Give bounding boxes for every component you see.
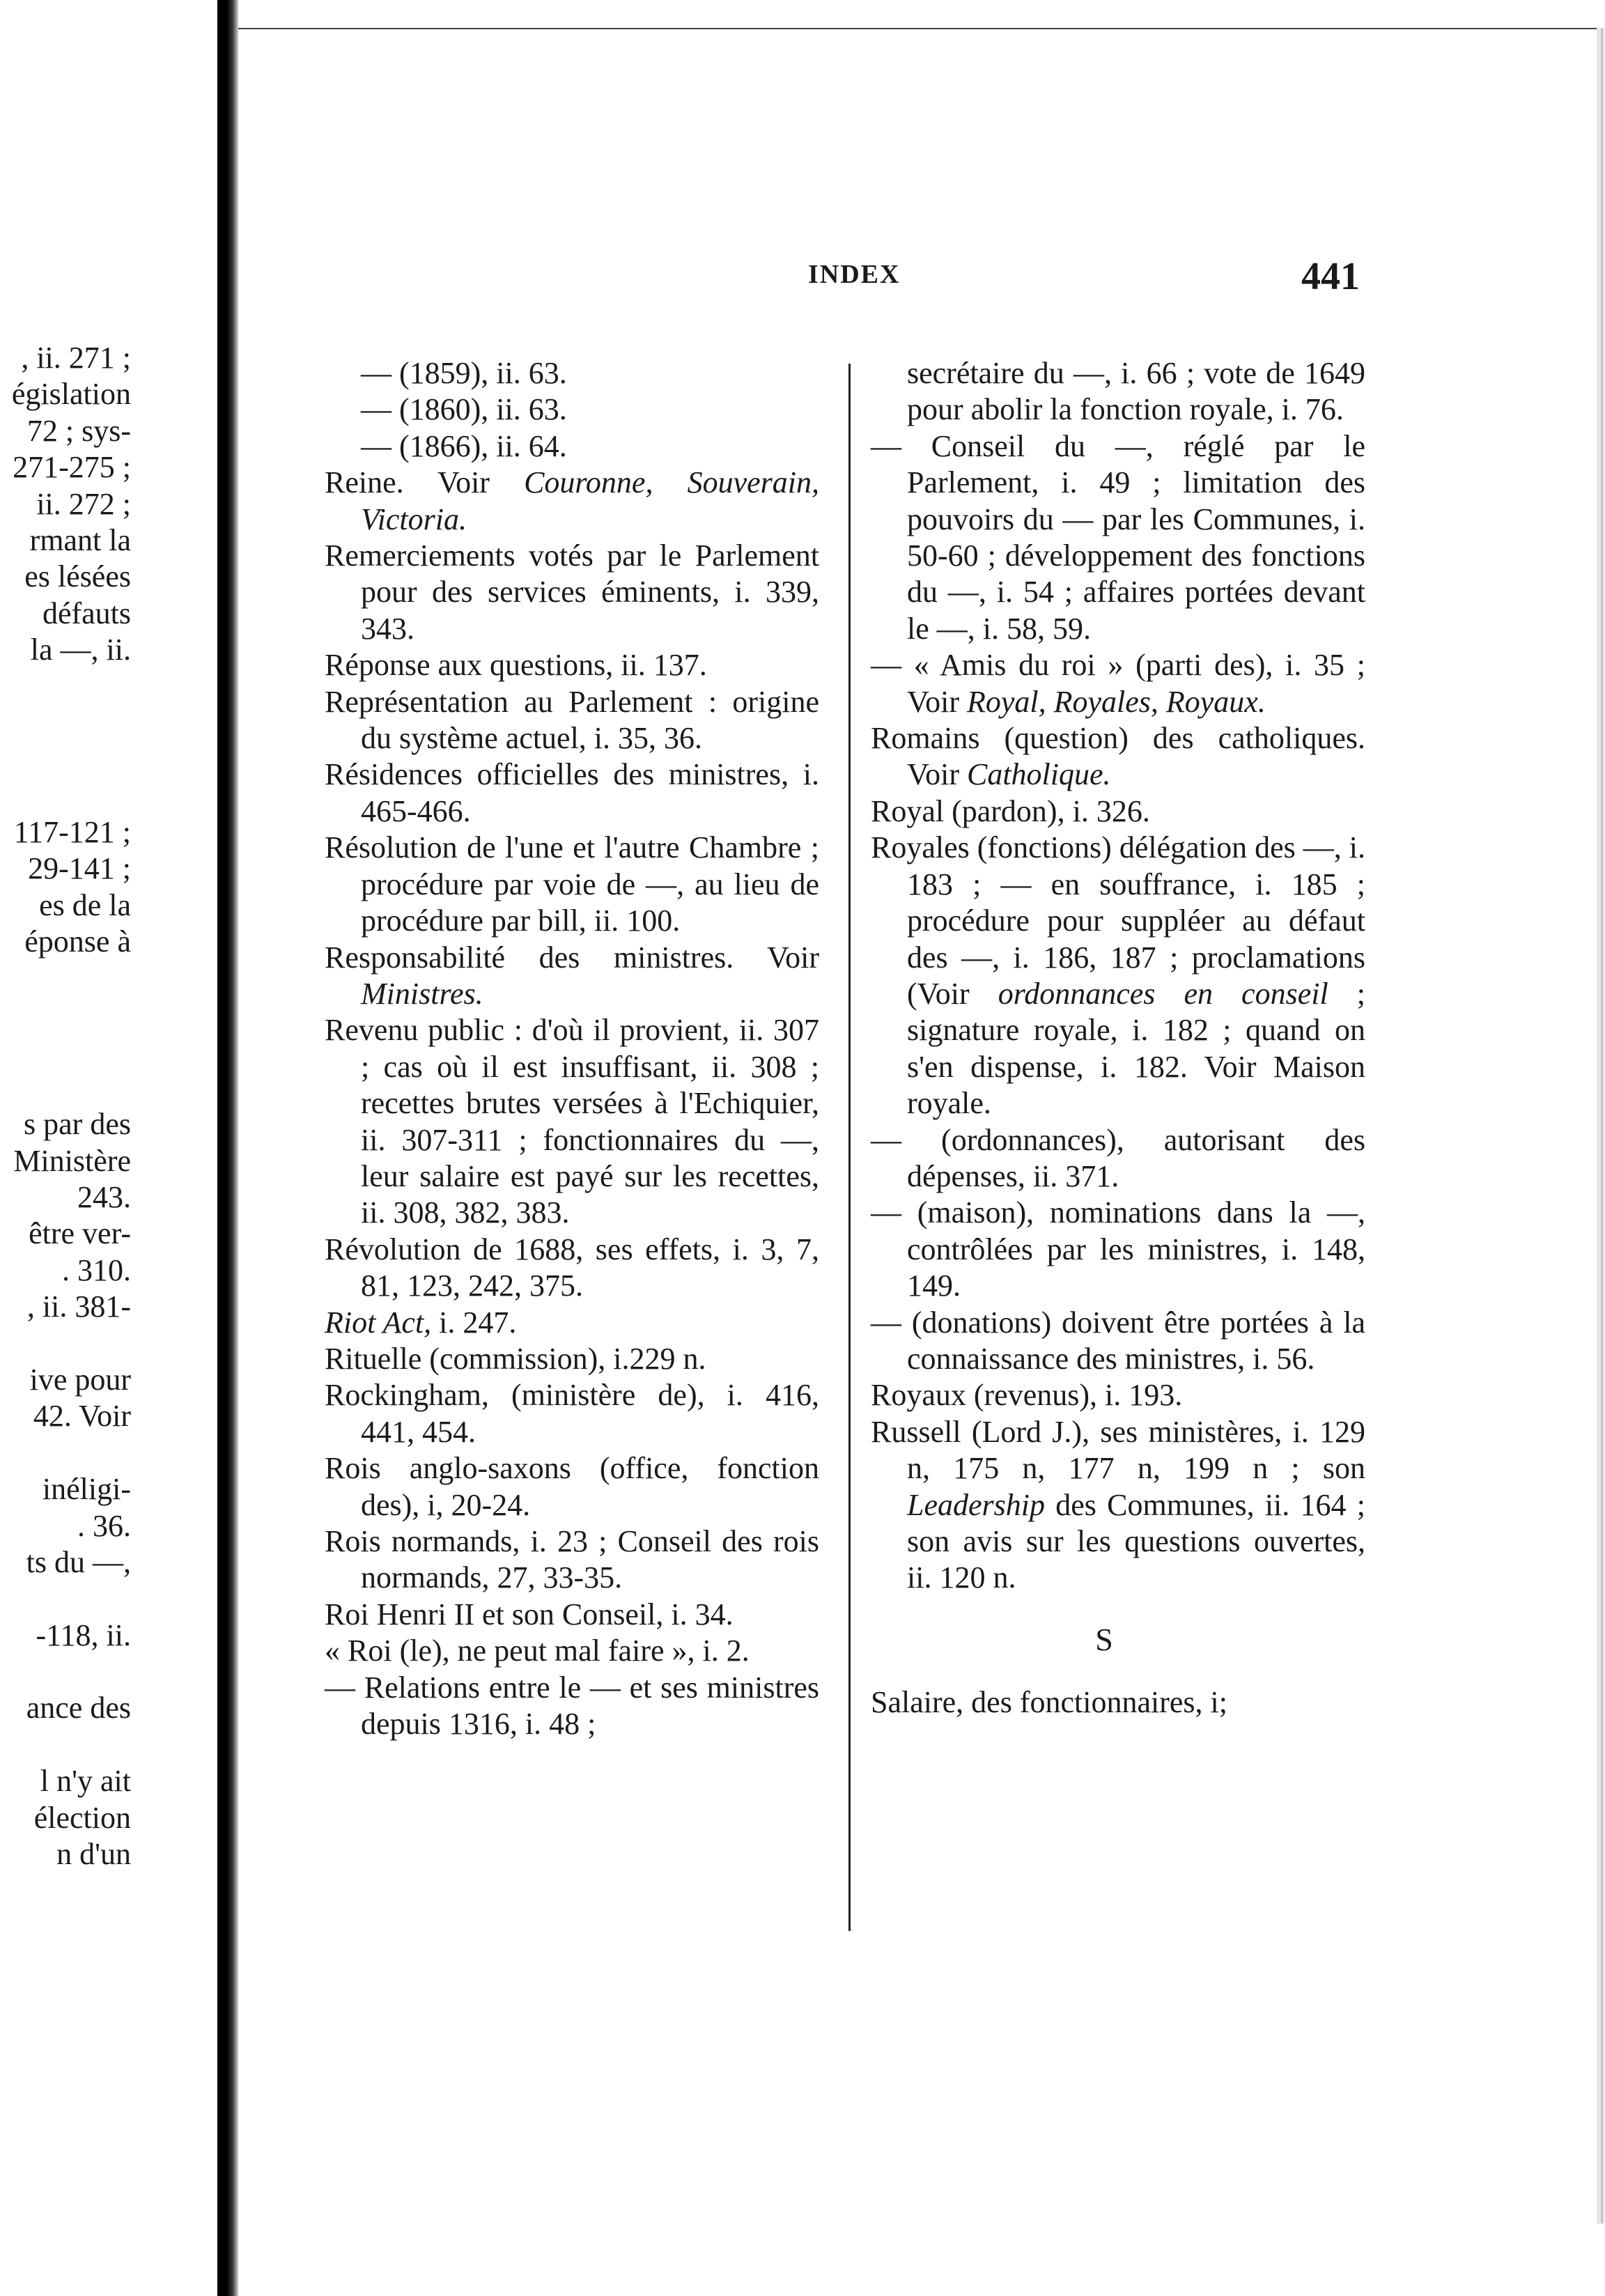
- index-entry: [871, 830, 1365, 1122]
- facing-page-line: [0, 1654, 131, 1690]
- book-gutter: [217, 0, 238, 2296]
- running-head: INDEX: [808, 260, 901, 289]
- entry-italic-reference: Ministres.: [361, 976, 483, 1011]
- facing-page-line: être ver-: [29, 1216, 131, 1251]
- facing-page-line: [0, 1581, 131, 1617]
- facing-page-line: 72 ; sys-: [26, 413, 131, 448]
- index-entries-s: [871, 1684, 1365, 1721]
- entry-text: Reine. Voir: [325, 465, 525, 500]
- facing-page-line: , ii. 381-: [26, 1289, 131, 1324]
- index-entry: — Relations entre le — et ses ministres depuis 1316, i. 48 ;: [325, 1670, 819, 1742]
- facing-page-line: s par des: [24, 1107, 131, 1142]
- index-entry: Roi Henri II et son Conseil, i. 34.: [325, 1597, 734, 1631]
- index-entry: — (1866), ii. 64.: [361, 428, 567, 463]
- index-entry: [871, 1414, 1365, 1597]
- column-divider: [848, 364, 851, 1931]
- facing-page-line: [0, 669, 131, 705]
- index-entry: [325, 940, 819, 1013]
- facing-page-line: [0, 1033, 131, 1069]
- index-entry: Salaire, des fonctionnaires, i;: [871, 1685, 1227, 1720]
- entry-text: Russell (Lord J.), ses ministères, i. 129 n, 175 n, 177 n, 199 n ; son: [871, 1414, 1365, 1486]
- facing-page-line: n d'un: [56, 1837, 131, 1872]
- facing-page-line: ts du —,: [26, 1544, 131, 1579]
- index-entry: — Conseil du —, réglé par le Parlement, i. 49 ; limitation des pouvoirs du — par les Communes, i. 50-60 ; développement des fonctions du —, i. 54 ; affaires portées devant le —, i. 58, 59.: [871, 428, 1365, 646]
- entry-italic-reference: Riot Act,: [325, 1305, 432, 1340]
- facing-page-line: 271-275 ;: [13, 450, 131, 485]
- facing-page-line: 29-141 ;: [28, 851, 131, 886]
- facing-page-line: [0, 1070, 131, 1106]
- facing-page-line: [0, 997, 131, 1033]
- facing-page-line: es lésées: [24, 559, 131, 594]
- entry-text: Royales (fonctions) délégation des —, i. 183 ; — en souffrance, i. 185 ; procédure pour suppléer au défaut des —, i. 186, 187 ; proclamations (Voir: [871, 830, 1365, 1011]
- facing-page-line: ii. 272 ;: [36, 486, 131, 521]
- facing-page-line: [0, 1435, 131, 1471]
- index-entry: [325, 1305, 819, 1341]
- index-entry: — (1860), ii. 63.: [361, 392, 567, 427]
- index-entry: Remerciements votés par le Parlement pour des services éminents, i. 339, 343.: [325, 538, 819, 646]
- facing-page-line: -118, ii.: [36, 1618, 131, 1652]
- facing-page-line: [0, 741, 131, 777]
- index-entry: Royaux (revenus), i. 193.: [871, 1378, 1183, 1413]
- index-entry: Rois normands, i. 23 ; Conseil des rois normands, 27, 33-35.: [325, 1524, 819, 1595]
- entry-text: Romains (question) des catholiques. Voir: [871, 721, 1365, 792]
- facing-page-line: 42. Voir: [33, 1399, 131, 1434]
- entry-italic-reference: Couronne, Souverain, Victoria.: [361, 465, 819, 536]
- index-entry: secrétaire du —, i. 66 ; vote de 1649 pour abolir la fonction royale, i. 76.: [907, 356, 1365, 427]
- index-entry: Révolution de 1688, ses effets, i. 3, 7, 81, 123, 242, 375.: [325, 1232, 819, 1303]
- entry-italic-reference: Royal, Royales, Royaux.: [966, 684, 1266, 719]
- facing-page-line: la —, ii.: [30, 633, 131, 667]
- page-number: 441: [1301, 255, 1360, 298]
- index-entry: « Roi (le), ne peut mal faire », i. 2.: [325, 1634, 750, 1668]
- entry-text: Responsabilité des ministres. Voir: [325, 940, 819, 975]
- facing-page-line: 117-121 ;: [13, 815, 131, 850]
- entry-italic-reference: Leadership: [907, 1487, 1045, 1522]
- index-entry: — (ordonnances), autorisant des dépenses, ii. 371.: [871, 1122, 1365, 1193]
- entry-text-tail: i. 247.: [431, 1305, 517, 1340]
- index-entry: Représentation au Parlement : origine du système actuel, i. 35, 36.: [325, 684, 819, 756]
- entry-italic-reference: Catholique.: [966, 757, 1111, 792]
- index-entry: — (donations) doivent être portées à la connaissance des ministres, i. 56.: [871, 1305, 1365, 1376]
- facing-page-line: . 310.: [62, 1252, 131, 1287]
- facing-page-line: . 36.: [77, 1508, 131, 1543]
- facing-page-line: l n'y ait: [40, 1764, 131, 1799]
- facing-page-line: égislation: [11, 377, 131, 412]
- facing-page-line: [0, 961, 131, 997]
- entry-text-tail: ; signature royale, i. 182 ; quand on s'en dispense, i. 182. Voir Maison royale.: [907, 976, 1365, 1121]
- facing-page-line: Ministère: [13, 1143, 131, 1178]
- index-entry: Rituelle (commission), i.229 n.: [325, 1341, 706, 1376]
- index-column-left: [325, 355, 819, 1742]
- facing-page-line: ive pour: [29, 1362, 131, 1397]
- facing-page-line: éponse à: [24, 924, 131, 959]
- index-entry: Rois anglo-saxons (office, fonction des), i, 20-24.: [325, 1451, 819, 1522]
- index-entry: Rockingham, (ministère de), i. 416, 441, 454.: [325, 1378, 819, 1449]
- facing-page-line: es de la: [39, 887, 131, 922]
- entry-text-tail: des Communes, ii. 164 ; son avis sur les questions ouvertes, ii. 120 n.: [907, 1487, 1365, 1595]
- facing-page-fragment: [0, 0, 217, 2296]
- facing-page-line: [0, 1326, 131, 1362]
- facing-page-text: [0, 340, 131, 1872]
- index-entry: — (1859), ii. 63.: [361, 356, 567, 390]
- facing-page-line: , ii. 271 ;: [21, 341, 131, 375]
- index-entry: Résolution de l'une et l'autre Chambre ; procédure par voie de —, au lieu de procédure par bill, ii. 100.: [325, 830, 819, 938]
- facing-page-line: élection: [33, 1800, 131, 1835]
- index-entry: Résidences officielles des ministres, i. 465-466.: [325, 757, 819, 828]
- facing-page-line: ance des: [26, 1691, 131, 1725]
- letter-heading: S: [1095, 1621, 1113, 1657]
- index-column-right: [871, 355, 1365, 1721]
- facing-page-line: [0, 778, 131, 814]
- index-entry: [325, 465, 819, 538]
- facing-page-line: 243.: [77, 1179, 131, 1214]
- facing-page-line: rmant la: [29, 522, 131, 557]
- index-entry: Réponse aux questions, ii. 137.: [325, 648, 707, 683]
- index-entry: [871, 720, 1365, 793]
- facing-page-line: [0, 1727, 131, 1763]
- index-entry: Revenu public : d'où il provient, ii. 307 ; cas où il est insuffisant, ii. 308 ; recettes brutes versées à l'Echiquier, ii. 307-311 ; fonctionnaires du —, leur salaire est payé sur les recettes, ii. 308, 382, 383.: [325, 1013, 819, 1230]
- entry-italic-reference: ordonnances en conseil: [998, 976, 1328, 1011]
- entry-text: — « Amis du roi » (parti des), i. 35 ; Voir: [871, 648, 1365, 719]
- index-entry: [871, 647, 1365, 720]
- index-entries-r: [871, 355, 1365, 1597]
- facing-page-line: défauts: [42, 596, 131, 630]
- index-entry: Royal (pardon), i. 326.: [871, 793, 1150, 828]
- facing-page-line: [0, 705, 131, 741]
- facing-page-line: inéligi-: [42, 1472, 131, 1507]
- index-entry: — (maison), nominations dans la —, contrôlées par les ministres, i. 148, 149.: [871, 1195, 1365, 1303]
